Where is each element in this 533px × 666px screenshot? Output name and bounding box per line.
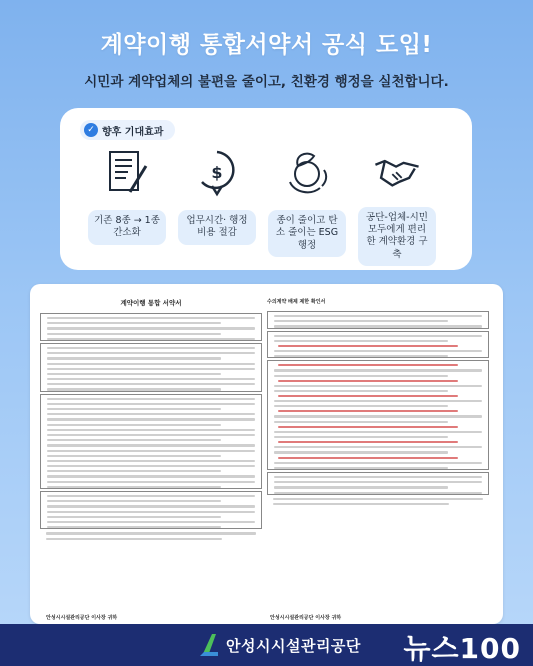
effect-label: 종이 줄이고 탄소 줄이는 ESG 행정 — [268, 210, 346, 257]
clock-money-icon — [190, 146, 244, 200]
organization-name: 안성시시설관리공단 — [226, 637, 361, 655]
corporation-logo-icon — [198, 632, 220, 658]
exclusion-document-title: 수의계약 배제 제한 확인서 — [267, 299, 326, 305]
page-subtitle: 시민과 계약업체의 불편을 줄이고, 친환경 행정을 실천합니다. — [84, 74, 449, 90]
pledge-document-preview — [40, 292, 262, 617]
effect-label: 기존 8종 → 1종 간소화 — [88, 210, 166, 245]
effect-label: 공단-업체-시민 모두에게 편리한 계약환경 구축 — [358, 207, 436, 266]
footer-bar — [0, 624, 533, 666]
svg-text:$: $ — [211, 163, 223, 182]
check-icon: ✓ — [84, 123, 98, 137]
news-watermark: 뉴스100 — [403, 632, 521, 665]
effects-tag-label: 향후 기대효과 — [102, 126, 164, 138]
page-title: 계약이행 통합서약서 공식 도입! — [100, 32, 433, 58]
handshake-icon — [370, 146, 424, 197]
pledge-document-footer: 안성시시설관리공단 이사장 귀하 — [46, 615, 118, 621]
effect-label: 업무시간· 행정비용 절감 — [178, 210, 256, 245]
exclusion-document-preview — [267, 292, 489, 617]
pledge-document-title: 계약이행 통합 서약서 — [120, 299, 182, 307]
effect-item-esg — [262, 146, 352, 266]
leaf-globe-icon — [280, 146, 334, 200]
document-pen-icon — [100, 146, 154, 200]
effect-item-partnership — [352, 146, 442, 266]
effects-tag — [80, 120, 175, 140]
effect-item-simplify — [82, 146, 172, 266]
exclusion-document-footer: 안성시시설관리공단 이사장 귀하 — [270, 615, 342, 621]
effect-item-cost — [172, 146, 262, 266]
